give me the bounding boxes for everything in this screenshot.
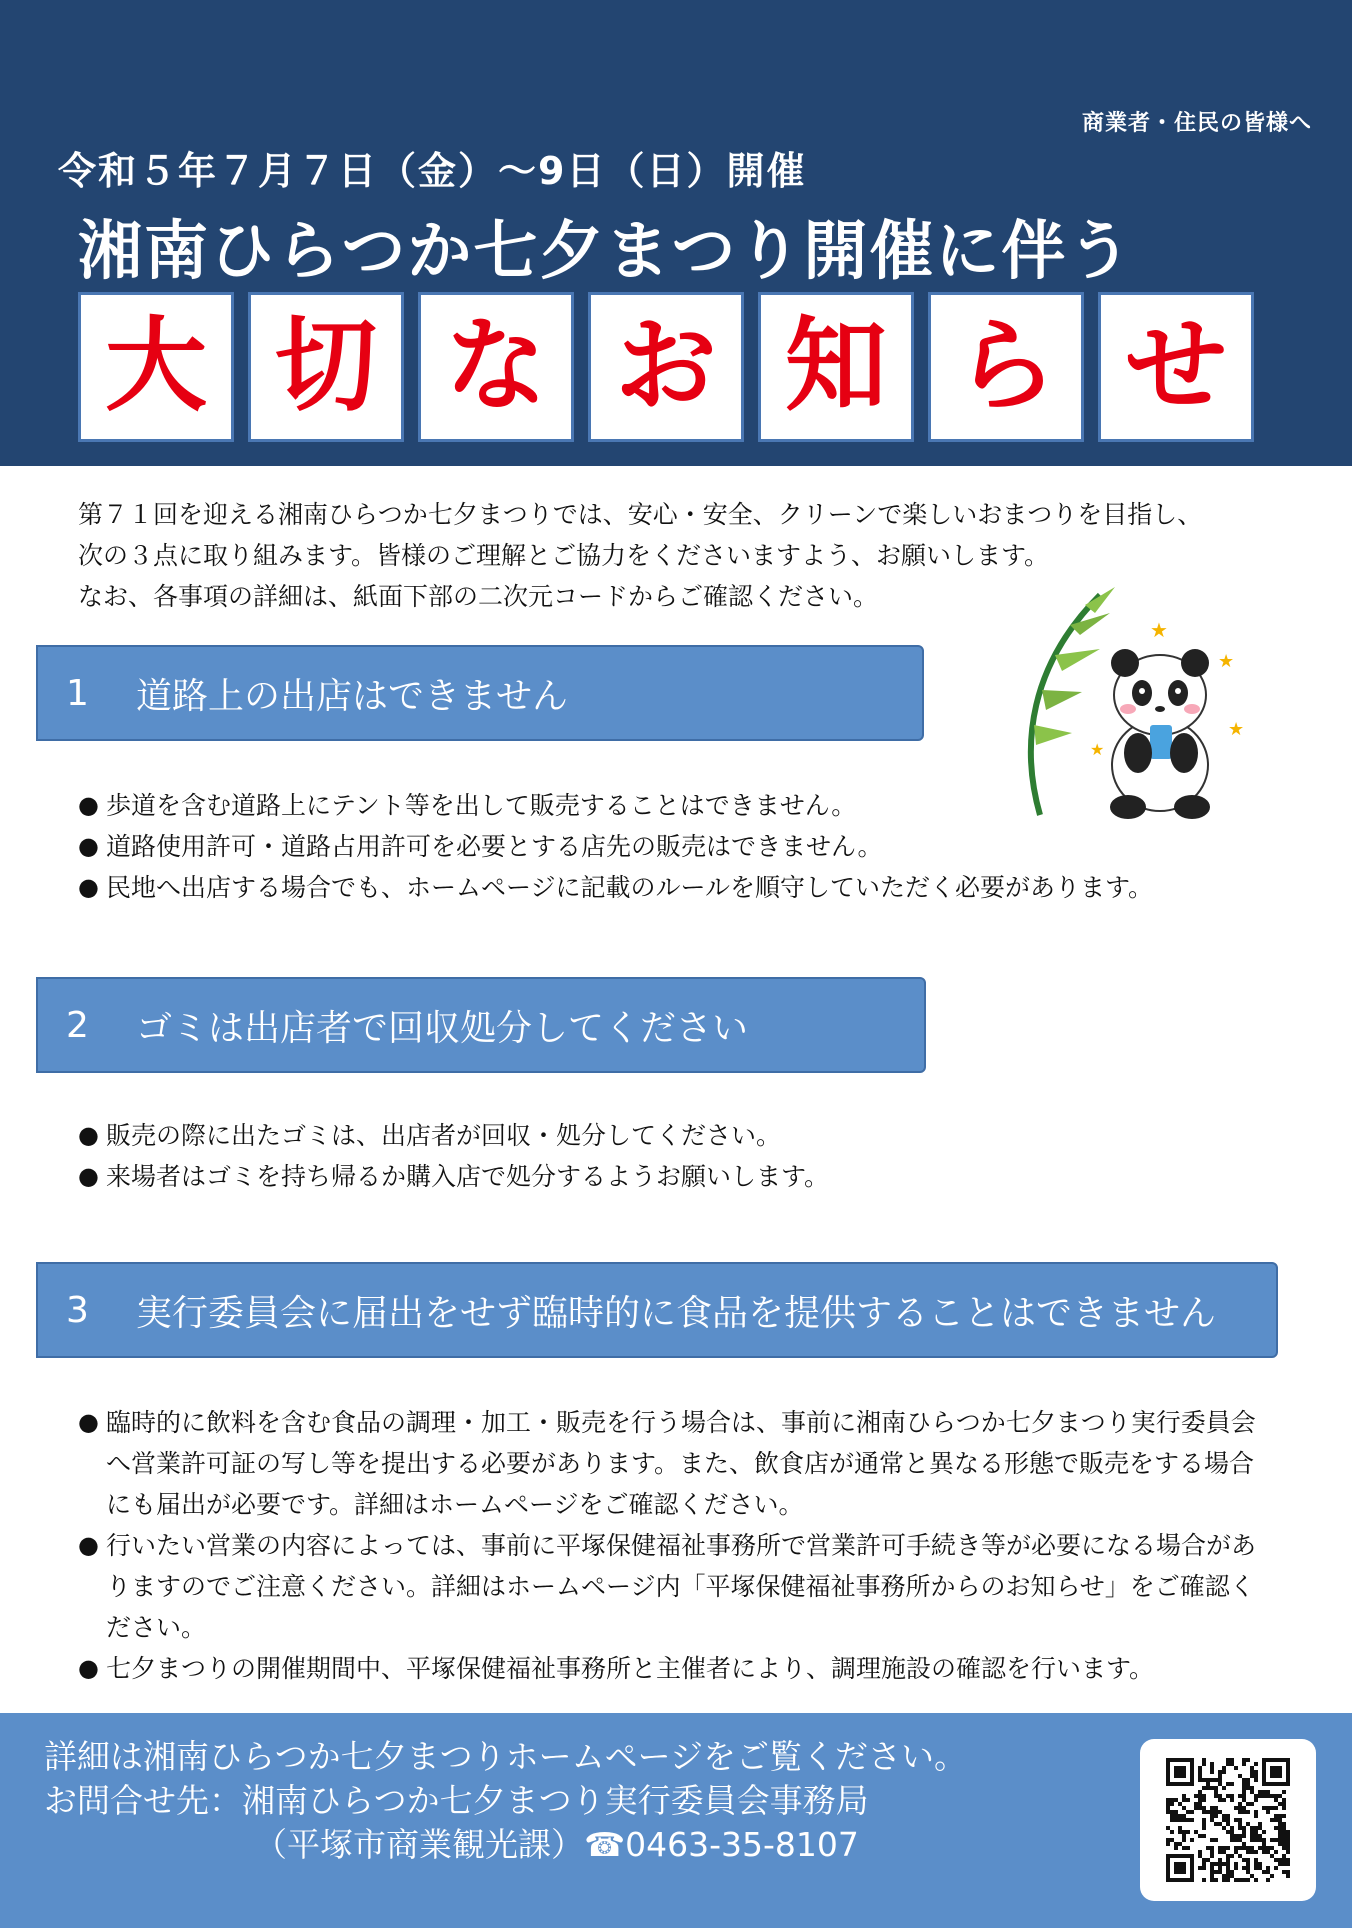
section-1-header [36, 645, 924, 741]
notice-char: な [418, 292, 574, 442]
list-item [78, 1525, 1278, 1648]
list-item [78, 826, 1288, 867]
list-item-text: 七夕まつりの開催期間中、平塚保健福祉事務所と主催者により、調理施設の確認を行います。 [106, 1654, 1155, 1683]
section-2-list [78, 1115, 1288, 1197]
intro-line: なお、各事項の詳細は、紙面下部の二次元コードからご確認ください。 [78, 582, 879, 611]
qr-code[interactable] [1140, 1739, 1316, 1901]
svg-text:★: ★ [1090, 740, 1105, 759]
notice-char: 大 [78, 292, 234, 442]
notice-char: お [588, 292, 744, 442]
section-title: 実行委員会に届出をせず臨時的に食品を提供することはできません [136, 1292, 1217, 1334]
important-notice-title [78, 292, 1254, 442]
bullet: ● [78, 832, 99, 860]
headline: 湘南ひらつか七夕まつり開催に伴う [78, 215, 1134, 289]
list-item [78, 1648, 1278, 1689]
section-2-header [36, 977, 926, 1073]
list-item-text: 民地へ出店する場合でも、ホームページに記載のルールを順守していただく必要があります。 [106, 873, 1154, 902]
intro-line: 第７１回を迎える湘南ひらつか七夕まつりでは、安心・安全、クリーンで楽しいおまつりを目指し、 [78, 500, 1203, 529]
bullet: ● [78, 791, 99, 819]
list-item-text: 臨時的に飲料を含む食品の調理・加工・販売を行う場合は、事前に湘南ひらつか七夕まつり実行委員会へ営業許可証の写し等を提出する必要があります。また、飲食店が通常と異なる形態で販売をする場合にも届出が必要です。詳細はホームページをご確認ください。 [106, 1408, 1256, 1519]
list-item [78, 785, 1288, 826]
list-item [78, 867, 1288, 908]
bullet: ● [78, 1531, 99, 1559]
section-title: 道路上の出店はできません [136, 675, 569, 717]
section-1-list [78, 785, 1288, 908]
notice-char: 知 [758, 292, 914, 442]
footer-phone: （平塚市商業観光課）☎0463-35-8107 [254, 1825, 859, 1864]
list-item [78, 1156, 1288, 1197]
notice-char: ら [928, 292, 1084, 442]
svg-text:★: ★ [1218, 651, 1235, 672]
svg-text:★: ★ [1150, 618, 1168, 642]
bullet: ● [78, 873, 99, 901]
list-item-text: 道路使用許可・道路占用許可を必要とする店先の販売はできません。 [106, 832, 883, 861]
section-number: 1 [66, 672, 89, 714]
list-item-text: 行いたい営業の内容によっては、事前に平塚保健福祉事務所で営業許可手続き等が必要になる場合がありますのでご注意ください。詳細はホームページ内「平塚保健福祉事務所からのお知らせ」をご確認ください。 [106, 1531, 1257, 1642]
list-item-text: 販売の際に出たゴミは、出店者が回収・処分してください。 [106, 1121, 782, 1150]
audience-label: 商業者・住民の皆様へ [1081, 111, 1312, 136]
section-number: 2 [66, 1004, 89, 1046]
intro-line: 次の３点に取り組みます。皆様のご理解とご協力をくださいますよう、お願いします。 [78, 541, 1050, 570]
svg-text:★: ★ [1228, 719, 1245, 740]
list-item [78, 1402, 1278, 1525]
list-item [78, 1115, 1288, 1156]
header-banner [0, 0, 1352, 466]
bullet: ● [78, 1121, 99, 1149]
bullet: ● [78, 1654, 99, 1682]
bullet: ● [78, 1162, 99, 1190]
footer-line: お問合せ先：湘南ひらつか七夕まつり実行委員会事務局 [44, 1781, 869, 1820]
footer-text [44, 1735, 967, 1867]
event-dates: 令和５年７月７日（金）～9日（日）開催 [58, 149, 807, 193]
footer-line: 詳細は湘南ひらつか七夕まつりホームページをご覧ください。 [44, 1737, 968, 1776]
section-3-list [78, 1402, 1278, 1689]
list-item-text: 来場者はゴミを持ち帰るか購入店で処分するようお願いします。 [106, 1162, 830, 1191]
bullet: ● [78, 1408, 99, 1436]
footer-contact [0, 1713, 1352, 1928]
list-item-text: 歩道を含む道路上にテント等を出して販売することはできません。 [106, 791, 857, 820]
notice-char: 切 [248, 292, 404, 442]
section-number: 3 [66, 1289, 89, 1331]
section-title: ゴミは出店者で回収処分してください [136, 1007, 749, 1049]
section-3-header [36, 1262, 1278, 1358]
qr-code-icon [1166, 1758, 1290, 1882]
notice-char: せ [1098, 292, 1254, 442]
